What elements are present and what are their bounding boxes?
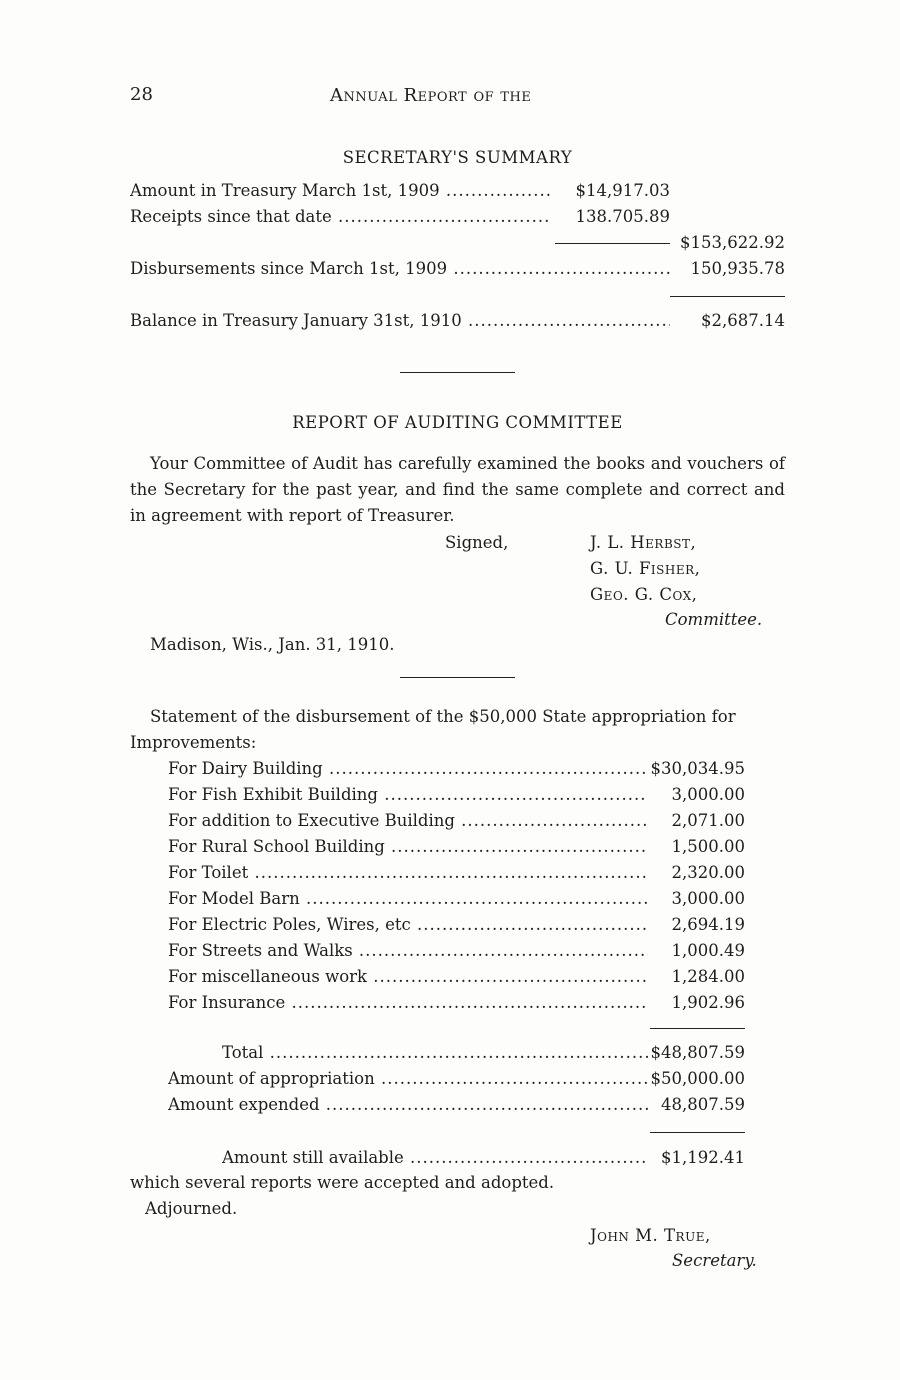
closing-line: which several reports were accepted and adopted. bbox=[130, 1173, 555, 1192]
disbursement-item-label: For Streets and Walks ..... bbox=[168, 941, 648, 960]
disbursement-item-label: For Toilet ..... bbox=[168, 863, 648, 882]
summary-row-label: Receipts since that date ..... bbox=[130, 207, 550, 226]
available-rule bbox=[650, 1132, 745, 1133]
disbursement-item-row bbox=[168, 785, 745, 807]
disbursement-item-row bbox=[168, 941, 745, 963]
expended-label: Amount expended ..... bbox=[168, 1095, 648, 1114]
total-label: Total ..... bbox=[222, 1043, 648, 1062]
appropriation-row bbox=[168, 1069, 745, 1091]
expended-value: 48,807.59 bbox=[661, 1095, 745, 1114]
summary-subtotal: $153,622.92 bbox=[680, 233, 785, 252]
disbursement-item-value: 1,500.00 bbox=[671, 837, 745, 856]
items-total-rule bbox=[650, 1028, 745, 1029]
audit-paragraph bbox=[130, 451, 785, 529]
disbursement-item-label: For Insurance ..... bbox=[168, 993, 648, 1012]
disbursement-item-row bbox=[168, 863, 745, 885]
disbursements-label: Disbursements since March 1st, 1909 ..... bbox=[130, 259, 670, 278]
disbursement-item-label: For Electric Poles, Wires, etc ..... bbox=[168, 915, 648, 934]
summary-row-label: Amount in Treasury March 1st, 1909 ..... bbox=[130, 181, 550, 200]
disbursement-item-label: For Fish Exhibit Building ..... bbox=[168, 785, 648, 804]
disbursement-item-row bbox=[168, 811, 745, 833]
disbursement-item-label: For miscellaneous work ..... bbox=[168, 967, 648, 986]
available-row bbox=[222, 1148, 745, 1170]
section-divider bbox=[400, 372, 515, 373]
balance-value: $2,687.14 bbox=[701, 311, 785, 330]
place-date: Madison, Wis., Jan. 31, 1910. bbox=[150, 635, 395, 654]
disbursement-item-row bbox=[168, 967, 745, 989]
available-value: $1,192.41 bbox=[661, 1148, 745, 1167]
statement-intro-line1: Statement of the disbursement of the $50,000 State appropriation for bbox=[150, 707, 736, 726]
audit-title: REPORT OF AUDITING COMMITTEE bbox=[292, 413, 623, 432]
section-divider bbox=[400, 677, 515, 678]
disbursement-item-row bbox=[168, 889, 745, 911]
summary-subtotal-rule bbox=[555, 243, 670, 244]
total-row bbox=[222, 1043, 745, 1065]
disbursement-item-value: 2,694.19 bbox=[671, 915, 745, 934]
disbursement-item-value: 2,320.00 bbox=[671, 863, 745, 882]
disbursement-item-label: For Model Barn ..... bbox=[168, 889, 648, 908]
disbursement-item-row bbox=[168, 993, 745, 1015]
signer-name: G. U. Fisher, bbox=[590, 559, 701, 578]
available-label: Amount still available ..... bbox=[222, 1148, 648, 1167]
appropriation-value: $50,000.00 bbox=[650, 1069, 745, 1088]
disbursement-item-value: 3,000.00 bbox=[671, 889, 745, 908]
page-number: 28 bbox=[130, 84, 153, 105]
disbursement-item-value: 1,284.00 bbox=[671, 967, 745, 986]
disbursement-item-value: $30,034.95 bbox=[650, 759, 745, 778]
secretary-title: Secretary. bbox=[672, 1251, 757, 1270]
secretary-summary-title: SECRETARY'S SUMMARY bbox=[342, 148, 573, 167]
balance-rule bbox=[670, 296, 785, 297]
secretary-name: John M. True, bbox=[590, 1226, 711, 1245]
appropriation-label: Amount of appropriation ..... bbox=[168, 1069, 648, 1088]
disbursements-row bbox=[130, 259, 785, 281]
signer-name: Geo. G. Cox, bbox=[590, 585, 698, 604]
disbursement-item-value: 3,000.00 bbox=[671, 785, 745, 804]
expended-row bbox=[168, 1095, 745, 1117]
disbursement-item-row bbox=[168, 759, 745, 781]
disbursement-item-label: For addition to Executive Building ..... bbox=[168, 811, 648, 830]
statement-intro-line2: Improvements: bbox=[130, 733, 257, 752]
disbursement-item-value: 1,000.49 bbox=[671, 941, 745, 960]
signer-name: J. L. Herbst, bbox=[590, 533, 697, 552]
running-title: Annual Report of the bbox=[330, 85, 532, 106]
disbursement-item-value: 2,071.00 bbox=[671, 811, 745, 830]
summary-row-value: 138.705.89 bbox=[575, 207, 670, 226]
total-value: $48,807.59 bbox=[650, 1043, 745, 1062]
disbursements-value: 150,935.78 bbox=[690, 259, 785, 278]
disbursement-item-value: 1,902.96 bbox=[671, 993, 745, 1012]
disbursement-item-row bbox=[168, 837, 745, 859]
disbursement-item-row bbox=[168, 915, 745, 937]
balance-label: Balance in Treasury January 31st, 1910 ..... bbox=[130, 311, 670, 330]
summary-row bbox=[130, 207, 670, 229]
adjourned-line: Adjourned. bbox=[145, 1199, 238, 1218]
summary-row bbox=[130, 181, 670, 203]
signed-label: Signed, bbox=[445, 533, 509, 552]
disbursement-item-label: For Dairy Building ..... bbox=[168, 759, 648, 778]
balance-row bbox=[130, 311, 785, 333]
summary-row-value: $14,917.03 bbox=[575, 181, 670, 200]
committee-label: Committee. bbox=[665, 610, 763, 629]
disbursement-item-label: For Rural School Building ..... bbox=[168, 837, 648, 856]
audit-text: Your Committee of Audit has carefully examined the books and vouchers of the Secretary for the past year, and find the same complete and correct and in agreement with report of Treasurer. bbox=[130, 454, 785, 525]
